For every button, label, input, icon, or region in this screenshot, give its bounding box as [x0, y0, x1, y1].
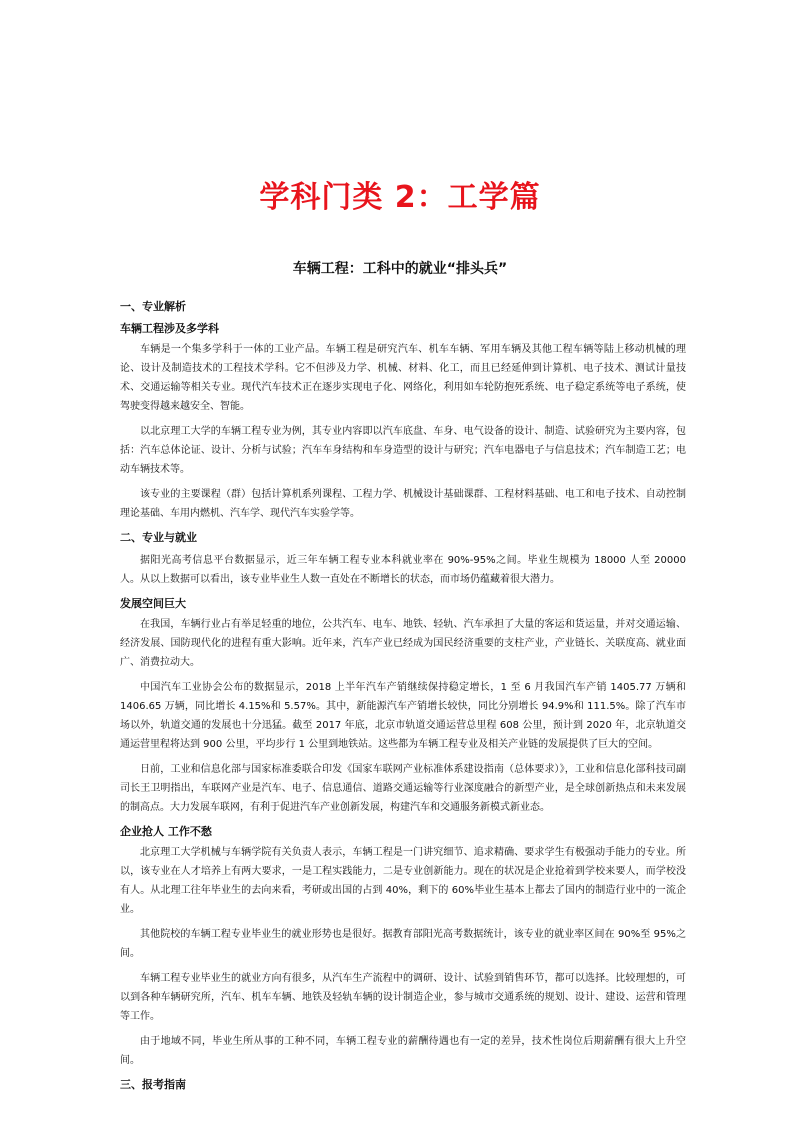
- paragraph: 在我国，车辆行业占有举足轻重的地位，公共汽车、电车、地铁、轻轨、汽车承担了大量的客运和货运量，并对交通运输、经济发展、国防现代化的进程有重大影响。近年来，汽车产业已经成为国民经济重要的支柱产业，产业链长、关联度高、就业面广、消费拉动大。: [120, 619, 686, 668]
- paragraph: 据阳光高考信息平台数据显示，近三年车辆工程专业本科就业率在 90%-95%之间。毕业生规模为 18000 人至 20000 人。从以上数据可以看出，该专业毕业生人数一直处在不断增长的状态，而市场仍蕴藏着很大潜力。: [120, 555, 686, 585]
- paragraph: 该专业的主要课程（群）包括计算机系列课程、工程力学、机械设计基础课群、工程材料基础、电工和电子技术、自动控制理论基础、车用内燃机、汽车学、现代汽车实验学等。: [120, 489, 686, 519]
- section-heading-employment: 二、专业与就业: [120, 531, 197, 544]
- paragraph: 日前，工业和信息化部与国家标准委联合印发《国家车联网产业标准体系建设指南（总体要求）》，工业和信息化部科技司副司长王卫明指出，车联网产业是汽车、电子、信息通信、道路交通运输等行业深度融合的新型产业，是全球创新热点和未来发展的制高点。大力发展车联网，有利于促进汽车产业创新发展，构建汽车和交通服务新模式新业态。: [120, 764, 686, 813]
- paragraph: 由于地域不同，毕业生所从事的工种不同，车辆工程专业的薪酬待遇也有一定的差异，技术性岗位后期薪酬有很大上升空间。: [120, 1036, 686, 1066]
- subheading-multidiscipline: 车辆工程涉及多学科: [120, 322, 219, 335]
- paragraph: 其他院校的车辆工程专业毕业生的就业形势也是很好。据教育部阳光高考数据统计，该专业的就业率区间在 90%至 95%之间。: [120, 929, 686, 959]
- subheading-job-demand: 企业抢人 工作不愁: [120, 825, 212, 838]
- paragraph: 车辆工程专业毕业生的就业方向有很多，从汽车生产流程中的调研、设计、试验到销售环节，都可以选择。比较理想的，可以到各种车辆研究所，汽车、机车车辆、地铁及轻轨车辆的设计制造企业，参与城市交通系统的规划、设计、建设、运营和管理等工作。: [120, 973, 686, 1022]
- paragraph: 中国汽车工业协会公布的数据显示，2018 上半年汽车产销继续保持稳定增长，1 至 6 月我国汽车产销 1405.77 万辆和 1406.65 万辆，同比增长 4.15%和 5.57%。其中，新能源汽车产销增长较快，同比分别增长 94.9%和 111.5%。除了汽车市场以外，轨道交通的发展也十分迅猛。截至 2017 年底，北京市轨道交通运营总里程 608 公里，预计到 2020 年，北京轨道交通运营里程将达到 900 公里，平均步行 1 公里到地铁站。这些都为车辆工程专业及相关产业链的发展提供了巨大的空间。: [120, 682, 686, 750]
- paragraph: 北京理工大学机械与车辆学院有关负责人表示，车辆工程是一门讲究细节、追求精确、要求学生有极强动手能力的专业。所以，该专业在人才培养上有两大要求，一是工程实践能力，二是专业创新能力。现在的状况是企业抢着到学校来要人，而学校没有人。从北理工往年毕业生的去向来看，考研或出国的占到 40%，剩下的 60%毕业生基本上都去了国内的制造行业中的一流企业。: [120, 847, 686, 915]
- section-heading-guide: 三、报考指南: [120, 1078, 186, 1091]
- page-title: 学科门类 2：工学篇: [259, 180, 541, 215]
- section-heading-analysis: 一、专业解析: [120, 300, 186, 313]
- article-body: [120, 294, 686, 1098]
- article-subtitle: 车辆工程：工科中的就业“排头兵”: [292, 261, 508, 277]
- subheading-development-space: 发展空间巨大: [120, 597, 186, 610]
- paragraph: 以北京理工大学的车辆工程专业为例，其专业内容即以汽车底盘、车身、电气设备的设计、制造、试验研究为主要内容，包括：汽车总体论证、设计、分析与试验；汽车车身结构和车身造型的设计与研究；汽车电器电子与信息技术；汽车制造工艺；电动车辆技术等。: [120, 426, 686, 475]
- paragraph: 车辆是一个集多学科于一体的工业产品。车辆工程是研究汽车、机车车辆、军用车辆及其他工程车辆等陆上移动机械的理论、设计及制造技术的工程技术学科。它不但涉及力学、机械、材料、化工，而且已经延伸到计算机、电子技术、测试计量技术、交通运输等相关专业。现代汽车技术正在逐步实现电子化、网络化，利用如车轮防抱死系统、电子稳定系统等电子系统，使驾驶变得越来越安全、智能。: [120, 344, 686, 412]
